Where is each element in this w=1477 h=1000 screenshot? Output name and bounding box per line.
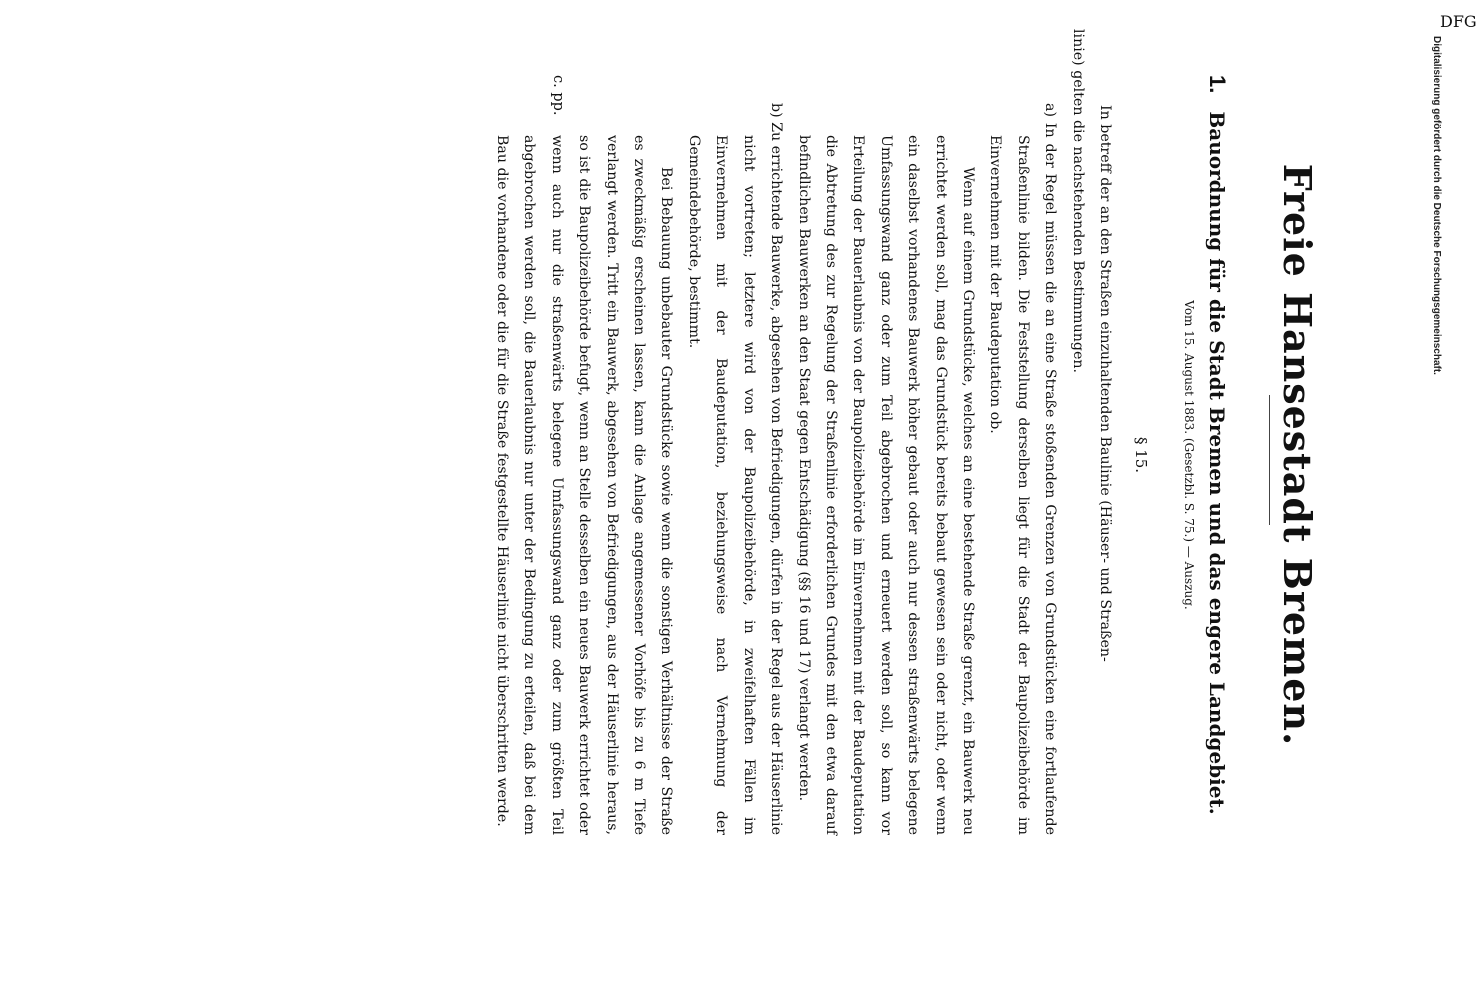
item-b-continuation: Bei Bebauung unbebauter Grundstücke sowie wenn die sonstigen Verhältnisse der Straße es zweckmäßig erscheinen lassen, kann die Anlage angemessener Vorhöfe bis zu 6 m Tiefe verlangt werden. Tritt ein Bauwerk, abgesehen von Befriedigungen, aus der Häuserlinie heraus, so ist die Baupolizeibehörde befugt, wenn an Stelle desselben ein neues Bauwerk errichtet oder wenn auch nur die straßenwärts belegene Umfassungswand ganz oder zum größten Teil abgebrochen werden soll, die Bauerlaubnis nur unter der Bedingung zu erteilen, daß bei dem Bau die vorhandene oder die für die Straße festgestellte Häuserlinie nicht überschritten werde. (494, 135, 675, 835)
page-content (330, 29, 1330, 835)
title-divider (1269, 395, 1270, 525)
rotated-scan-page (330, 29, 1330, 835)
digitization-credit: Digitalisierung gefördert durch die Deutsche Forschungsgemeinschaft. (1431, 36, 1442, 375)
item-b: b) Zu errichtende Bauwerke, abgesehen von Befriedigungen, dürfen in der Regel aus der Häuserlinie nicht vortreten; letztere wird von der Baupolizeibehörde, in zweifelhaften Fällen im Einvernehmen mit der Baudeputation, beziehungsweise nach Vernehmung der Gemeindebehörde, bestimmt. (685, 103, 785, 835)
item-a-continuation: Wenn auf einem Grundstücke, welches an eine bestehende Straße grenzt, ein Bauwerk neu errichtet werden soll, mag das Grundstück bereits bebaut gewesen sein oder nicht, oder wenn ein daselbst vorhandenes Bauwerk höher gebaut oder auch nur dessen straßenwärts belegene Umfassungswand ganz oder zum Teil abgebrochen und erneuert werden soll, so kann vor Erteilung der Bauerlaubnis von der Baupolizeibehörde im Einvernehmen mit der Baudeputation die Abtretung des zur Regelung der Straßenlinie erforderlichen Grundes mit den etwa darauf befindlichen Bauwerken an den Staat gegen Entschädigung (§§ 16 und 17) verlangt werden. (795, 135, 976, 835)
state-title: Freie Hansestadt Bremen. (1275, 163, 1320, 747)
item-c: c. pp. (550, 75, 566, 116)
section-number: 1. (1205, 75, 1230, 94)
section-subtitle: Vom 15. August 1883. (Gesetzbl. S. 75.) — Auszug. (1182, 300, 1196, 610)
intro-text: In betreff der an den Straßen einzuhaltenden Baulinie (Häuser- und Straßen- (1097, 105, 1113, 662)
intro-continuation (1063, 29, 1090, 835)
intro-cont-text: gelten die nachstehenden Bestimmungen. (1069, 70, 1086, 373)
dfg-logo: DFG (1440, 12, 1477, 31)
paragraph-number: § 15. (1132, 436, 1150, 474)
item-a: a) In der Regel müssen die an eine Straße stoßenden Grenzen von Grundstücken eine fortlaufende Straßenlinie bilden. Die Feststellung derselben liegt für die Stadt der Baupolizeibehörde im Einvernehmen mit der Baudeputation ob. (987, 103, 1059, 835)
intro-side-fragment: linie) (1069, 29, 1086, 66)
section-title: Bauordnung für die Stadt Bremen und das engere Landgebiet. (1205, 111, 1229, 815)
section-heading (1204, 75, 1230, 835)
paragraph-body (488, 29, 1118, 835)
